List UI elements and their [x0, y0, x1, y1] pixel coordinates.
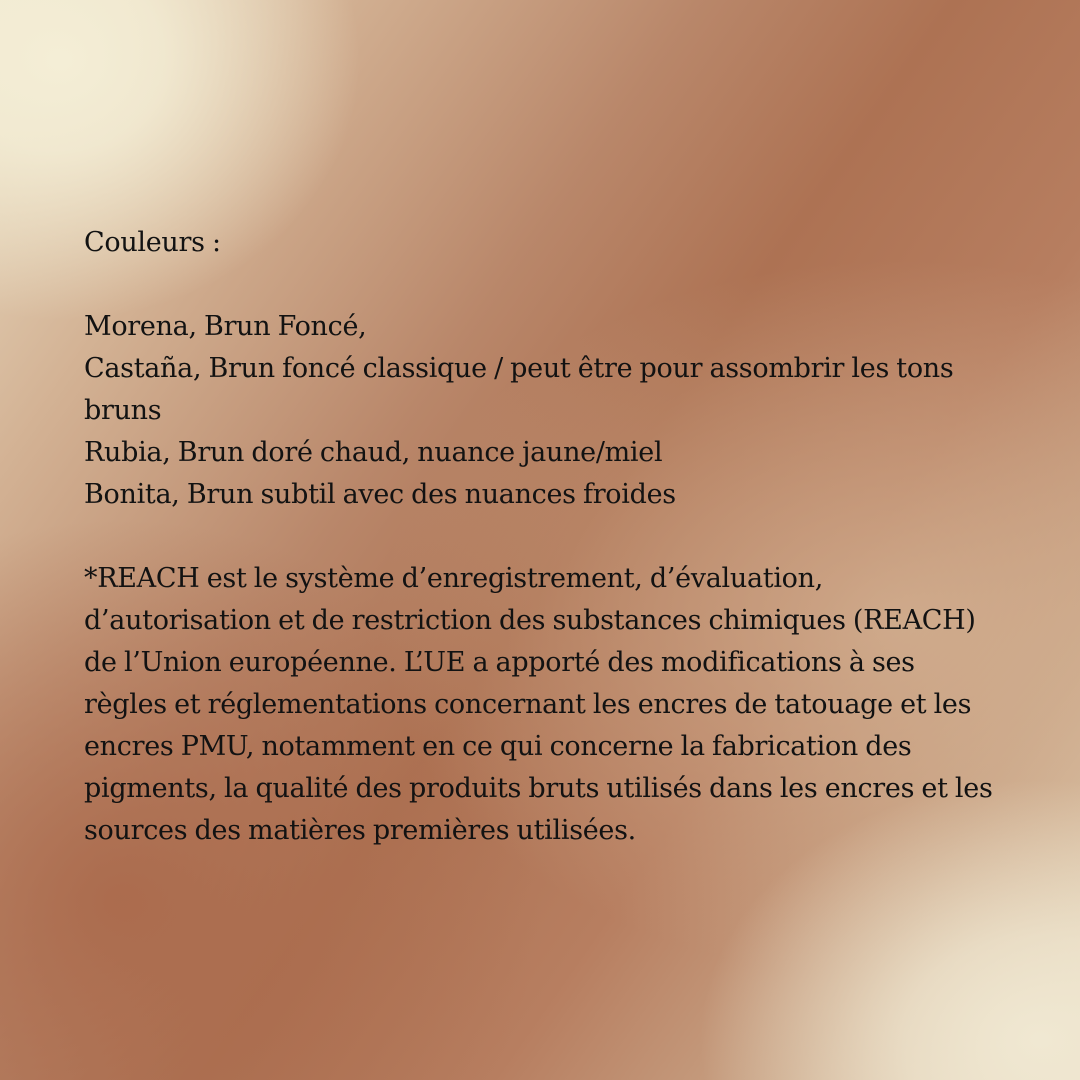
color-item-castana: Castaña, Brun foncé classique / peut être pour assombrir les tons bruns — [84, 353, 961, 426]
color-item-morena: Morena, Brun Foncé, — [84, 311, 367, 342]
color-item-rubia: Rubia, Brun doré chaud, nuance jaune/miel — [84, 437, 663, 468]
colors-heading: Couleurs : — [84, 227, 221, 258]
spacer — [84, 516, 1004, 558]
color-item-bonita: Bonita, Brun subtil avec des nuances froides — [84, 479, 676, 510]
spacer — [84, 264, 1004, 306]
reach-note: *REACH est le système d’enregistrement, d’évaluation, d’autorisation et de restriction des substances chimiques (REACH) de l’Union européenne. L’UE a apporté des modifications à ses règles et réglementations concernant les encres de tatouage et les encres PMU, notamment en ce qui concerne la fabrication des pigments, la qualité des produits bruts utilisés dans les encres et les sources des matières premières utilisées. — [84, 563, 1000, 846]
text-block — [84, 222, 1004, 852]
